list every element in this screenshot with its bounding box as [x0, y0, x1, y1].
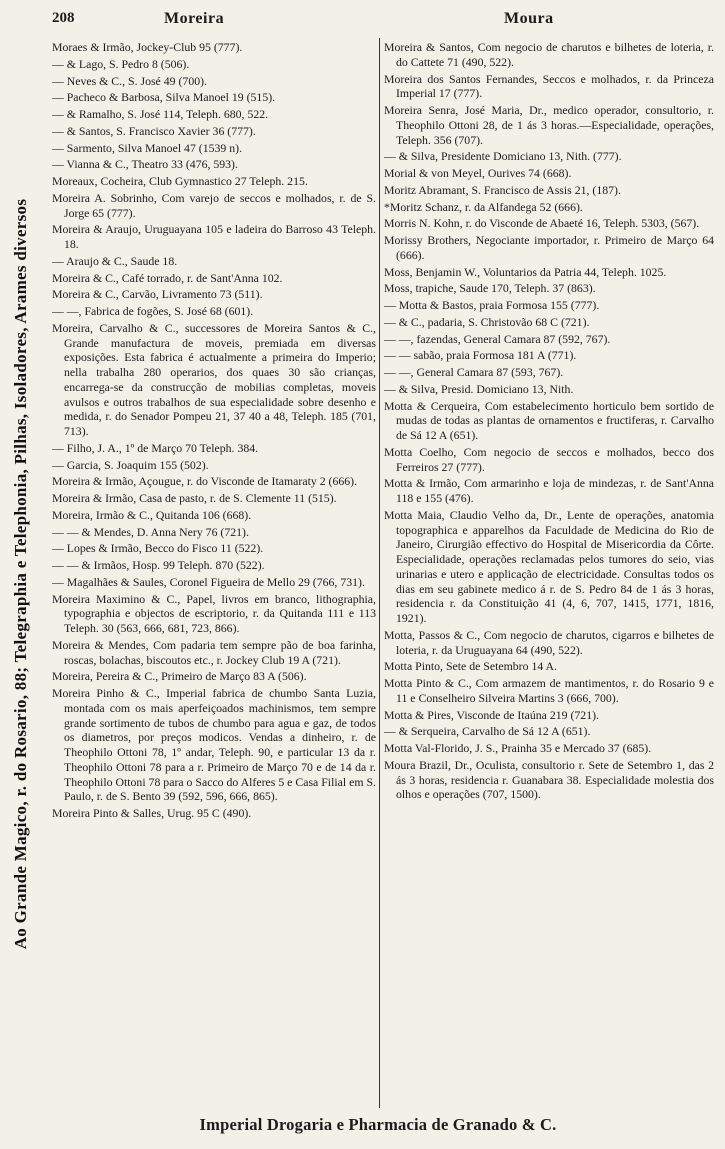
page-number: 208: [52, 10, 75, 26]
directory-entry: Moreira & Santos, Com negocio de charutos e bilhetes de loteria, r. do Cattete 71 (490, 522).: [384, 40, 714, 69]
directory-entry: — — sabão, praia Formosa 181 A (771).: [384, 348, 577, 363]
directory-entry: Moreira Pinho & C., Imperial fabrica de chumbo Santa Luzia, montada com os mais aperfeiçoados machinismos, tem sempre grande sortimento de tubos de chumbo para agua e gaz, de todos os diametros, por preços modicos. Vendas a dinheiro, r. de Theophilo Ottoni 78, 1º andar, Teleph. 90, e particular 13 da r. Theophilo Ottoni 78 para a r. Primeiro de Março 70 e de 14 da r. Theophilo Ottoni 78 para o Sacco do Alferes 5 e Casa Filial em S. Paulo, r. de S. Bento 39 (592, 596, 666, 865).: [52, 686, 376, 804]
directory-entry: Moreira dos Santos Fernandes, Seccos e molhados, r. da Princeza Imperial 17 (777).: [384, 71, 714, 101]
directory-entry: — & C., padaria, S. Christovão 68 C (721).: [384, 314, 590, 329]
directory-entry: — Vianna & C., Theatro 33 (476, 593).: [52, 157, 238, 172]
directory-entry: — & Lago, S. Pedro 8 (506).: [52, 56, 190, 71]
directory-entry: Moreira & C., Carvão, Livramento 73 (511).: [52, 287, 263, 302]
directory-entry: Moreira Maximino & C., Papel, livros em branco, lithographia, typographia e objectos de escriptorio, r. da Quitanda 111 e 113 Teleph. 30 (563, 666, 681, 723, 866).: [52, 591, 376, 635]
directory-entry: Motta Coelho, Com negocio de seccos e molhados, becco dos Ferreiros 27 (777).: [384, 444, 714, 474]
directory-entry: — Motta & Bastos, praia Formosa 155 (777).: [384, 298, 600, 312]
directory-entry: Moss, Benjamin W., Voluntarios da Patria 44, Teleph. 1025.: [384, 264, 667, 279]
directory-entry: Moreira & Araujo, Uruguayana 105 e ladeira do Barroso 43 Teleph. 18.: [52, 222, 376, 251]
directory-entry: — & Silva, Presid. Domiciano 13, Nith.: [384, 381, 574, 396]
directory-entry: Moss, trapiche, Saude 170, Teleph. 37 (863).: [384, 281, 596, 296]
directory-entry: — Pacheco & Barbosa, Silva Manoel 19 (515).: [52, 90, 276, 105]
directory-entry: Motta Pinto, Sete de Setembro 14 A.: [384, 659, 558, 674]
directory-entry: — & Silva, Presidente Domiciano 13, Nith. (777).: [384, 149, 622, 164]
directory-entry: — — & Irmãos, Hosp. 99 Teleph. 870 (522).: [52, 558, 265, 572]
directory-entry: Motta, Passos & C., Com negocio de charutos, cigarros e bilhetes de loteria, r. da Uruguayana 64 (490, 522).: [384, 627, 714, 657]
directory-entry: Moraes & Irmão, Jockey-Club 95 (777).: [52, 40, 243, 54]
directory-entry: — Magalhães & Saules, Coronel Figueira de Mello 29 (766, 731).: [52, 574, 365, 589]
directory-entry: — —, Fabrica de fogões, S. José 68 (601).: [52, 304, 254, 318]
directory-entry: — Garcia, S. Joaquim 155 (502).: [52, 457, 209, 472]
directory-entry: Moura Brazil, Dr., Oculista, consultorio r. Sete de Setembro 1, das 2 ás 3 horas, residencia r. Guanabara 38. Especialidade molestia dos olhos e operações (707, 1500).: [384, 757, 714, 802]
directory-entry: Motta & Irmão, Com armarinho e loja de mindezas, r. de Sant'Anna 118 e 155 (476).: [384, 476, 714, 505]
right-column: [384, 40, 714, 1110]
directory-entry: Morial & von Meyel, Ourives 74 (668).: [384, 166, 572, 180]
side-advertisement-band: [0, 0, 42, 1149]
directory-entry: Motta Maia, Claudio Velho da, Dr., Lente de operações, anatomia topographica e apparelhos da Faculdade de Medicina do Rio de Janeiro, Cirurgião effectivo do Hospital de Misericordia da Côrte. Especialidade, operações reclamadas pelos tumores do seio, vias urinarias e utero e applicação de electricidade. Consultas todos os dias em seu gabinete medico á r. de S. Pedro 84 de 1 ás 3 horas, residencia r. da Constituição 41 (4, 6, 707, 1415, 1771, 1816, 1921).: [384, 507, 714, 625]
directory-entry: — Filho, J. A., 1º de Março 70 Teleph. 384.: [52, 440, 259, 455]
directory-entry: — —, fazendas, General Camara 87 (592, 767).: [384, 331, 611, 346]
page-header: [44, 10, 712, 32]
directory-entry: Moreaux, Cocheira, Club Gymnastico 27 Teleph. 215.: [52, 174, 308, 188]
directory-entry: Moreira & Irmão, Casa de pasto, r. de S. Clemente 11 (515).: [52, 491, 337, 505]
directory-entry: Moreira, Carvalho & C., successores de Moreira Santos & C., Grande manufactura de moveis, premiada em diversas exposições. Esta fabrica é actualmente a primeira do Imperio; nella trabalha 280 operarios, dos quaes 30 são crianças, encarrega-se da construcção de mobilias completas, moveis avulsos e outros trabalhos de sua especialidade sobre desenho e medida, r. do Senador Pompeu 21, 37 40 a 48, Teleph. 185 (701, 713).: [52, 320, 376, 438]
left-column: [52, 40, 376, 1110]
directory-entry: — Lopes & Irmão, Becco do Fisco 11 (522).: [52, 541, 264, 556]
running-head-left: Moreira: [164, 10, 225, 27]
directory-entry: Moreira, Irmão & C., Quitanda 106 (668).: [52, 507, 252, 522]
directory-entry: Motta & Cerqueira, Com estabelecimento horticulo bem sortido de mudas de todas as plantas de ornamentos e fructiferas, r. Carvalho de Sá 12 A (651).: [384, 398, 714, 442]
directory-entry: — Sarmento, Silva Manoel 47 (1539 n).: [52, 140, 243, 155]
directory-entry: — Neves & C., S. José 49 (700).: [52, 73, 207, 88]
directory-entry: Moreira & C., Café torrado, r. de Sant'Anna 102.: [52, 270, 283, 285]
directory-entry: Moreira Senra, José Maria, Dr., medico operador, consultorio, r. Theophilo Ottoni 28, de 1 ás 3 horas.—Especialidade, operações, Teleph. 356 (707).: [384, 103, 714, 147]
directory-entry: — Araujo & C., Saude 18.: [52, 253, 178, 268]
directory-entry: Morissy Brothers, Negociante importador, r. Primeiro de Março 64 (666).: [384, 233, 714, 262]
side-advertisement-text: Ao Grande Magico, r. do Rosario, 88; Telegraphia e Telephonia, Pilhas, Isoladores, Arames diversos: [11, 198, 30, 950]
directory-entry: — — & Mendes, D. Anna Nery 76 (721).: [52, 524, 249, 539]
directory-entry: — & Ramalho, S. José 114, Teleph. 680, 522.: [52, 107, 269, 121]
directory-entry: Morris N. Kohn, r. do Visconde de Abaeté 16, Teleph. 5303, (567).: [384, 216, 700, 231]
directory-entry: Moreira, Pereira & C., Primeiro de Março 83 A (506).: [52, 669, 307, 684]
directory-entry: *Moritz Schanz, r. da Alfandega 52 (666).: [384, 199, 583, 214]
directory-entry: Moreira & Mendes, Com padaria tem sempre pão de boa farinha, roscas, bolachas, biscoutos etc., r. Jockey Club 19 A (721).: [52, 637, 376, 667]
column-divider: [379, 38, 380, 1108]
directory-entry: Motta Val-Florido, J. S., Prainha 35 e Mercado 37 (685).: [384, 741, 652, 755]
running-head-right: Moura: [504, 10, 554, 27]
directory-entry: Motta Pinto & C., Com armazem de mantimentos, r. do Rosario 9 e 11 e Conselheiro Silveira Martins 3 (666, 700).: [384, 676, 714, 705]
directory-entry: Moreira A. Sobrinho, Com varejo de seccos e molhados, r. de S. Jorge 65 (777).: [52, 190, 376, 220]
footer-advertisement: Imperial Drogaria e Pharmacia de Granado & C.: [199, 1115, 557, 1134]
directory-entry: Moreira & Irmão, Açougue, r. do Visconde de Itamaraty 2 (666).: [52, 474, 358, 489]
directory-entry: — & Santos, S. Francisco Xavier 36 (777).: [52, 123, 256, 138]
directory-entry: Moritz Abramant, S. Francisco de Assis 21, (187).: [384, 182, 621, 197]
directory-entry: — & Serqueira, Carvalho de Sá 12 A (651).: [384, 724, 591, 739]
directory-entry: Motta & Pires, Visconde de Itaúna 219 (721).: [384, 707, 599, 722]
directory-entry: Moreira Pinto & Salles, Urug. 95 C (490).: [52, 806, 252, 820]
directory-entry: — —, General Camara 87 (593, 767).: [384, 365, 564, 379]
